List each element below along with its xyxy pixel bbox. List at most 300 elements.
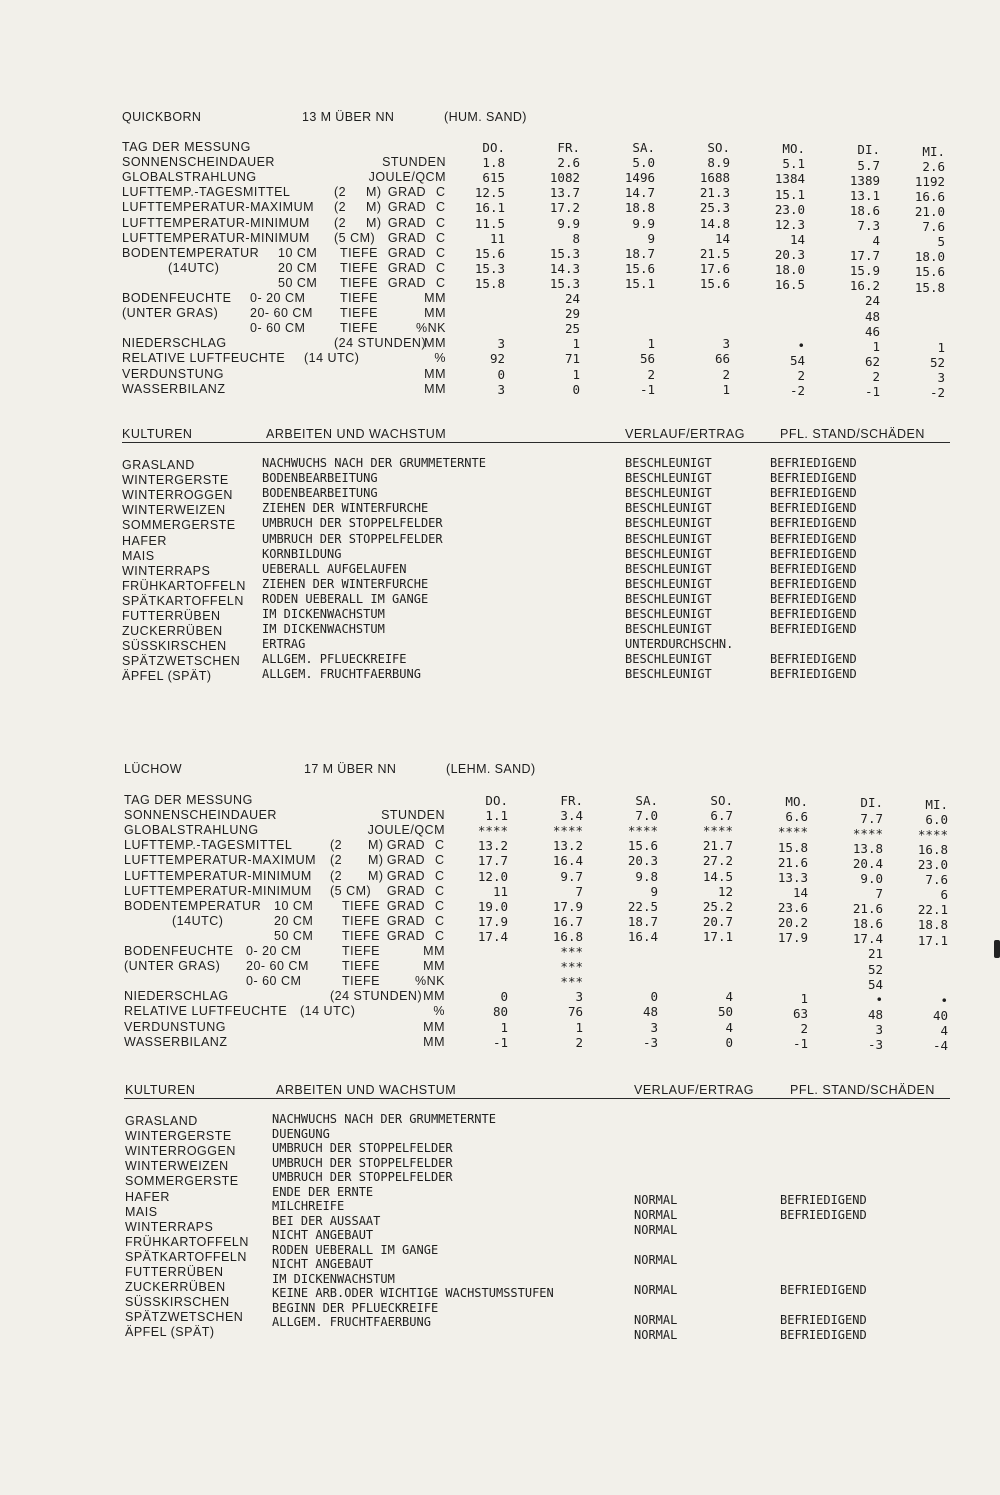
- measure-value: 14: [714, 230, 730, 246]
- measure-value: ****: [702, 823, 733, 839]
- measure-value: 3: [497, 381, 505, 397]
- crop-course: NORMAL: [634, 1328, 678, 1343]
- measure-value: MO.: [785, 794, 808, 810]
- kulturen-header-rule: [124, 1098, 950, 1099]
- measure-unit: GRAD: [386, 913, 425, 928]
- kulturen-header-state: PFL. STAND/SCHÄDEN: [780, 427, 925, 441]
- kulturen-header-course: VERLAUF/ERTRAG: [625, 427, 745, 441]
- measure-label: BODENTEMPERATUR: [124, 898, 262, 913]
- measure-value: 0: [725, 1034, 733, 1050]
- crop-state: BEFRIEDIGEND: [780, 1192, 867, 1207]
- measure-depth: (24 STUNDEN): [330, 989, 423, 1004]
- measure-unit-c: C: [436, 245, 446, 260]
- crop-state: BEFRIEDIGEND: [770, 667, 857, 682]
- measure-value: 19.0: [477, 898, 508, 914]
- measure-unit: %NK: [416, 321, 446, 336]
- measure-value: FR.: [557, 140, 580, 155]
- measure-value: 1: [937, 339, 945, 355]
- measure-value: 2.6: [557, 155, 580, 171]
- measure-depth: 50 CM: [278, 275, 318, 290]
- measure-value: 20.3: [774, 246, 805, 262]
- crop-course: BESCHLEUNIGT: [625, 471, 712, 486]
- measure-value: 1389: [849, 172, 880, 188]
- measure-value: 13.1: [849, 187, 880, 203]
- measure-value: -2: [789, 382, 805, 398]
- measure-value: 15.3: [549, 245, 580, 261]
- measure-value: 3: [937, 370, 945, 386]
- measure-unit: GRAD: [387, 275, 426, 290]
- measure-value: 13.2: [477, 838, 508, 854]
- measure-unit: GRAD: [387, 215, 426, 230]
- kulturen-header-work: ARBEITEN UND WACHSTUM: [276, 1083, 457, 1097]
- crop-name: WINTERROGGEN: [122, 488, 233, 503]
- crop-name: MAIS: [125, 1204, 158, 1219]
- measure-value: 21.6: [852, 901, 883, 917]
- measure-depth: 0- 20 CM: [246, 944, 302, 958]
- measure-value: •: [875, 991, 883, 1007]
- measure-depth: (2: [330, 838, 343, 853]
- measure-label: LUFTTEMPERATUR-MINIMUM: [122, 215, 310, 230]
- measure-value: 9: [647, 230, 655, 246]
- measure-value: 22.5: [627, 898, 658, 914]
- measure-value: 5.0: [632, 155, 655, 171]
- measure-depth-unit: TIEFE: [342, 959, 380, 974]
- measure-depth: (5 CM): [334, 230, 376, 245]
- crop-state: BEFRIEDIGEND: [780, 1207, 867, 1222]
- crop-course: BESCHLEUNIGT: [625, 486, 712, 501]
- measure-unit: GRAD: [387, 230, 426, 245]
- crop-course: UNTERDURCHSCHN.: [625, 637, 734, 652]
- measure-value: 50: [717, 1004, 733, 1020]
- measure-label: WASSERBILANZ: [124, 1034, 228, 1049]
- crop-work: UMBRUCH DER STOPPELFELDER: [272, 1141, 453, 1155]
- measure-value: 15.1: [624, 275, 655, 291]
- measure-unit-c: C: [436, 200, 446, 215]
- measure-unit: MM: [423, 959, 445, 974]
- measure-depth: (14 UTC): [300, 1004, 356, 1019]
- measure-value: 16.8: [917, 841, 948, 857]
- crop-name: MAIS: [122, 548, 155, 563]
- measure-value: 6.0: [925, 811, 948, 827]
- measure-value: 6.6: [785, 809, 808, 825]
- measure-value: 11: [489, 230, 505, 246]
- measure-value: SA.: [635, 793, 658, 808]
- measure-value: ****: [917, 826, 948, 842]
- measure-value: 7.6: [922, 219, 945, 235]
- measure-unit: GRAD: [387, 185, 426, 200]
- measure-value: 15.1: [774, 186, 805, 202]
- crop-name: WINTERGERSTE: [122, 473, 229, 488]
- measure-value: 24: [864, 293, 880, 309]
- measure-value: 22.1: [917, 902, 948, 918]
- measure-value: 46: [864, 323, 880, 339]
- crop-work: IM DICKENWACHSTUM: [262, 607, 385, 621]
- measure-value: 48: [864, 308, 880, 324]
- measure-depth-unit: TIEFE: [340, 260, 378, 275]
- kulturen-header-work: ARBEITEN UND WACHSTUM: [266, 427, 447, 441]
- crop-work: BODENBEARBEITUNG: [262, 471, 378, 486]
- measure-value: 17.7: [477, 853, 508, 869]
- measure-label: LUFTTEMP.-TAGESMITTEL: [122, 185, 291, 200]
- measure-unit: JOULE/QCM: [368, 170, 446, 185]
- measure-depth-unit: M): [368, 853, 384, 868]
- crop-state: BEFRIEDIGEND: [770, 456, 857, 470]
- measure-unit-c: C: [435, 853, 445, 868]
- measure-value: 23.0: [774, 201, 805, 217]
- measure-value: 1192: [914, 173, 945, 189]
- measure-unit: MM: [423, 944, 445, 958]
- measure-value: -3: [867, 1037, 883, 1052]
- crop-name: WINTERGERSTE: [125, 1129, 232, 1144]
- measure-value: -1: [492, 1034, 508, 1050]
- measure-value: 0: [497, 366, 505, 382]
- measure-value: DI.: [860, 795, 883, 811]
- measure-depth: 20- 60 CM: [250, 306, 313, 321]
- measure-value: 16.8: [552, 928, 583, 944]
- measure-label: (UNTER GRAS): [124, 959, 221, 974]
- measure-depth: (14 UTC): [304, 351, 360, 366]
- measure-value: 24: [564, 291, 580, 306]
- crop-course: BESCHLEUNIGT: [625, 576, 712, 591]
- crop-work: BEI DER AUSSAAT: [272, 1213, 381, 1228]
- crop-course: BESCHLEUNIGT: [625, 546, 712, 561]
- measure-value: 7.7: [860, 810, 883, 826]
- measure-value: 7: [575, 883, 583, 899]
- crop-state: BEFRIEDIGEND: [770, 607, 857, 621]
- measure-value: 2: [722, 366, 730, 382]
- crop-course: NORMAL: [634, 1207, 678, 1222]
- measure-unit: GRAD: [387, 260, 426, 275]
- kulturen-header-crop: KULTUREN: [122, 427, 193, 441]
- crop-state: BEFRIEDIGEND: [770, 561, 857, 576]
- crop-name: WINTERWEIZEN: [125, 1159, 229, 1174]
- measure-value: -4: [932, 1038, 948, 1054]
- measure-value: 8.9: [707, 155, 730, 171]
- measure-label: WASSERBILANZ: [122, 381, 226, 396]
- measure-value: 15.3: [549, 275, 580, 291]
- measure-value: 1: [800, 990, 808, 1006]
- measure-unit: MM: [423, 989, 445, 1004]
- crop-work: ENDE DER ERNTE: [272, 1184, 374, 1199]
- measure-unit: MM: [424, 366, 446, 381]
- crop-state: BEFRIEDIGEND: [770, 652, 857, 667]
- measure-value: 21.5: [699, 245, 730, 261]
- station-elevation: 17 M ÜBER NN: [304, 762, 397, 776]
- measure-unit: JOULE/QCM: [367, 823, 445, 838]
- measure-depth: 20 CM: [278, 260, 318, 275]
- measure-value: ****: [777, 824, 808, 840]
- measure-value: 23.0: [917, 857, 948, 872]
- measure-value: 7: [875, 886, 883, 901]
- crop-name: HAFER: [125, 1189, 170, 1204]
- kulturen-header-crop: KULTUREN: [125, 1083, 196, 1097]
- measure-value: 1: [575, 1019, 583, 1035]
- measure-value: 16.4: [552, 853, 583, 869]
- crop-work: RODEN UEBERALL IM GANGE: [262, 591, 429, 606]
- measure-value: 16.7: [552, 913, 583, 929]
- crop-work: ZIEHEN DER WINTERFURCHE: [262, 576, 429, 591]
- measure-unit: MM: [423, 1034, 445, 1049]
- measure-value: 2: [797, 367, 805, 383]
- measure-value: 14: [792, 884, 808, 900]
- measure-value: 9.0: [860, 870, 883, 886]
- measure-value: 3: [650, 1019, 658, 1035]
- crop-work: ERTRAG: [262, 637, 306, 652]
- crop-course: BESCHLEUNIGT: [625, 607, 712, 621]
- measure-depth-unit: TIEFE: [342, 928, 380, 943]
- measure-value: 9: [650, 883, 658, 899]
- measure-value: 12: [717, 883, 733, 899]
- crop-name: SÜSSKIRSCHEN: [122, 639, 227, 654]
- crop-state: BEFRIEDIGEND: [770, 471, 857, 486]
- crop-name: ZUCKERRÜBEN: [122, 624, 223, 639]
- measure-unit: GRAD: [386, 898, 425, 913]
- crop-course: BESCHLEUNIGT: [625, 667, 712, 682]
- measure-depth-unit: M): [366, 215, 382, 230]
- measure-unit-c: C: [436, 260, 446, 275]
- measure-value: •: [940, 992, 948, 1008]
- measure-label: LUFTTEMPERATUR-MINIMUM: [122, 230, 310, 245]
- crop-work: IM DICKENWACHSTUM: [262, 622, 385, 637]
- measure-value: -1: [864, 384, 880, 399]
- measure-value: 21.6: [777, 854, 808, 870]
- measure-value: 15.8: [777, 839, 808, 855]
- crop-state: BEFRIEDIGEND: [770, 591, 857, 606]
- measure-value: 17.1: [917, 932, 948, 948]
- crop-name: ÄPFEL (SPÄT): [122, 669, 212, 684]
- measure-value: 15.6: [914, 264, 945, 280]
- crop-state: BEFRIEDIGEND: [770, 576, 857, 591]
- measure-depth-unit: TIEFE: [342, 944, 380, 958]
- crop-name: SPÄTKARTOFFELN: [125, 1249, 247, 1264]
- measure-value: 16.1: [474, 200, 505, 216]
- measure-label: LUFTTEMPERATUR-MINIMUM: [124, 868, 312, 883]
- measure-value: MI.: [922, 143, 945, 159]
- measure-label: LUFTTEMPERATUR-MAXIMUM: [122, 200, 315, 215]
- measure-value: 7.6: [925, 872, 948, 888]
- measure-value: ***: [560, 974, 583, 990]
- measure-unit: GRAD: [387, 200, 426, 215]
- measure-value: ***: [560, 959, 583, 975]
- measure-value: 2.6: [922, 158, 945, 174]
- crop-work: ALLGEM. FRUCHTFAERBUNG: [272, 1315, 431, 1329]
- measure-value: 3: [875, 1021, 883, 1037]
- measure-value: 0: [650, 989, 658, 1005]
- measure-value: -1: [639, 381, 655, 397]
- measure-label: GLOBALSTRAHLUNG: [122, 170, 257, 185]
- kulturen-header-course: VERLAUF/ERTRAG: [634, 1083, 754, 1097]
- crop-course: NORMAL: [634, 1252, 678, 1267]
- crop-course: BESCHLEUNIGT: [625, 501, 712, 516]
- measure-value: 4: [725, 1019, 733, 1035]
- crop-name: WINTERRAPS: [122, 563, 211, 578]
- measure-value: 1.1: [485, 808, 508, 824]
- measure-value: 4: [872, 233, 880, 248]
- measure-value: 52: [929, 355, 945, 370]
- measure-value: 1: [572, 336, 580, 352]
- measure-value: 71: [564, 351, 580, 367]
- measure-value: 2: [575, 1034, 583, 1050]
- crop-state: BEFRIEDIGEND: [770, 546, 857, 561]
- crop-work: UMBRUCH DER STOPPELFELDER: [272, 1155, 453, 1170]
- crop-work: NICHT ANGEBAUT: [272, 1257, 374, 1271]
- measure-value: DO.: [485, 793, 508, 808]
- measure-value: 13.2: [552, 838, 583, 854]
- crop-state: BEFRIEDIGEND: [780, 1283, 867, 1298]
- measure-value: ****: [477, 823, 508, 839]
- measure-depth-unit: M): [368, 838, 384, 853]
- crop-work: NACHWUCHS NACH DER GRUMMETERNTE: [262, 456, 486, 470]
- measure-label: SONNENSCHEINDAUER: [124, 808, 277, 823]
- measure-unit: MM: [424, 381, 446, 396]
- measure-value: 5.1: [782, 156, 805, 172]
- measure-value: 14: [789, 231, 805, 247]
- measure-unit-c: C: [436, 230, 446, 245]
- crop-course: BESCHLEUNIGT: [625, 591, 712, 606]
- page-edge-mark: [994, 940, 1000, 958]
- measure-value: 18.0: [774, 262, 805, 277]
- measure-unit: GRAD: [386, 838, 425, 853]
- crop-name: FUTTERRÜBEN: [125, 1265, 224, 1279]
- measure-value: 21.3: [699, 185, 730, 201]
- crop-name: FRÜHKARTOFFELN: [122, 578, 246, 593]
- crop-state: BEFRIEDIGEND: [780, 1313, 867, 1328]
- measure-depth: (2: [334, 215, 347, 230]
- measure-value: SA.: [632, 140, 655, 155]
- measure-value: 54: [789, 352, 805, 368]
- measure-depth: 50 CM: [274, 928, 314, 943]
- measure-value: 9.9: [632, 215, 655, 231]
- measure-value: 3: [722, 336, 730, 352]
- measure-unit: GRAD: [386, 928, 425, 943]
- measure-value: 48: [642, 1004, 658, 1020]
- measure-value: 9.7: [560, 868, 583, 884]
- measure-depth: 0- 60 CM: [250, 321, 306, 336]
- measure-label: GLOBALSTRAHLUNG: [124, 823, 259, 838]
- measure-value: 12.0: [477, 868, 508, 884]
- measure-label: BODENFEUCHTE: [124, 944, 234, 958]
- crop-state: BEFRIEDIGEND: [770, 531, 857, 546]
- measure-label: NIEDERSCHLAG: [122, 336, 227, 351]
- measure-value: 0: [500, 989, 508, 1005]
- measure-depth: 0- 20 CM: [250, 291, 306, 305]
- measure-value: 14.3: [549, 260, 580, 276]
- crop-course: BESCHLEUNIGT: [625, 531, 712, 546]
- measure-depth: (24 STUNDEN): [334, 336, 427, 351]
- measure-unit-c: C: [435, 898, 445, 913]
- measure-unit-c: C: [435, 838, 445, 853]
- measure-value: 8: [572, 230, 580, 246]
- measure-value: 80: [492, 1004, 508, 1020]
- measure-value: 21.7: [702, 838, 733, 854]
- measure-depth-unit: TIEFE: [340, 275, 378, 290]
- measure-value: 15.8: [474, 275, 505, 291]
- measure-value: 25.3: [699, 200, 730, 216]
- measure-value: 48: [867, 1006, 883, 1022]
- crop-name: FUTTERRÜBEN: [122, 609, 221, 623]
- measure-value: 17.2: [549, 200, 580, 216]
- measure-value: MO.: [782, 141, 805, 157]
- measure-depth-unit: TIEFE: [340, 291, 378, 305]
- crop-course: NORMAL: [634, 1222, 678, 1237]
- measure-value: 16.6: [914, 188, 945, 204]
- measure-depth-unit: TIEFE: [342, 974, 380, 989]
- measure-value: 18.6: [849, 202, 880, 218]
- measure-value: 15.6: [624, 260, 655, 276]
- station-soil: (HUM. SAND): [444, 110, 527, 124]
- measure-depth: (2: [334, 200, 347, 215]
- measure-depth: 20- 60 CM: [246, 959, 309, 974]
- crop-name: GRASLAND: [125, 1114, 198, 1128]
- measure-unit-c: C: [435, 883, 445, 898]
- measure-value: 18.0: [914, 249, 945, 265]
- measure-depth-unit: TIEFE: [340, 306, 378, 321]
- measure-depth: 0- 60 CM: [246, 974, 302, 989]
- crop-work: MILCHREIFE: [272, 1199, 345, 1213]
- measure-value: 1496: [624, 170, 655, 186]
- measure-unit: MM: [424, 306, 446, 321]
- measure-unit: MM: [424, 336, 446, 351]
- measure-value: 56: [639, 351, 655, 367]
- crop-state: BEFRIEDIGEND: [770, 501, 857, 516]
- measure-value: 3: [497, 336, 505, 352]
- measure-value: 92: [489, 351, 505, 367]
- measure-value: 6: [940, 887, 948, 903]
- measure-value: MI.: [925, 796, 948, 812]
- measure-value: -3: [642, 1034, 658, 1050]
- measure-unit: %NK: [415, 974, 445, 989]
- crop-name: WINTERWEIZEN: [122, 503, 226, 518]
- measure-value: DI.: [857, 142, 880, 158]
- measure-value: 2: [647, 366, 655, 382]
- measure-value: •: [797, 337, 805, 353]
- measure-depth-unit: M): [366, 200, 382, 215]
- measure-value: 21: [867, 946, 883, 962]
- measure-depth-unit: TIEFE: [342, 913, 380, 928]
- crop-name: SÜSSKIRSCHEN: [125, 1295, 230, 1310]
- measure-unit-c: C: [436, 185, 446, 200]
- measure-value: 63: [792, 1005, 808, 1021]
- station-name: QUICKBORN: [122, 110, 202, 124]
- measure-value: 62: [864, 353, 880, 369]
- measure-label: LUFTTEMPERATUR-MINIMUM: [124, 883, 312, 898]
- station-name: LÜCHOW: [124, 762, 182, 776]
- measure-value: 17.7: [849, 248, 880, 264]
- measure-value: 18.8: [624, 200, 655, 216]
- measure-value: 66: [714, 351, 730, 367]
- measure-unit: %: [433, 1004, 445, 1019]
- measure-value: 14.5: [702, 868, 733, 884]
- measure-value: 20.2: [777, 915, 808, 930]
- crop-name: ZUCKERRÜBEN: [125, 1280, 226, 1295]
- measure-value: 20.4: [852, 855, 883, 871]
- measure-unit-c: C: [436, 275, 446, 290]
- measure-value: 14.7: [624, 185, 655, 201]
- measure-label: RELATIVE LUFTFEUCHTE: [124, 1004, 288, 1019]
- measure-value: 7.3: [857, 217, 880, 233]
- measure-depth-unit: TIEFE: [342, 898, 380, 913]
- kulturen-header-state: PFL. STAND/SCHÄDEN: [790, 1083, 935, 1097]
- measure-label: TAG DER MESSUNG: [122, 140, 251, 154]
- measure-value: 5.7: [857, 157, 880, 173]
- crop-work: BEGINN DER PFLUECKREIFE: [272, 1300, 439, 1315]
- measure-value: 17.9: [477, 913, 508, 929]
- crop-state: BEFRIEDIGEND: [770, 622, 857, 637]
- crop-name: GRASLAND: [122, 458, 195, 472]
- measure-value: 9.8: [635, 868, 658, 884]
- measure-label: LUFTTEMP.-TAGESMITTEL: [124, 838, 293, 853]
- measure-value: 1.8: [482, 155, 505, 171]
